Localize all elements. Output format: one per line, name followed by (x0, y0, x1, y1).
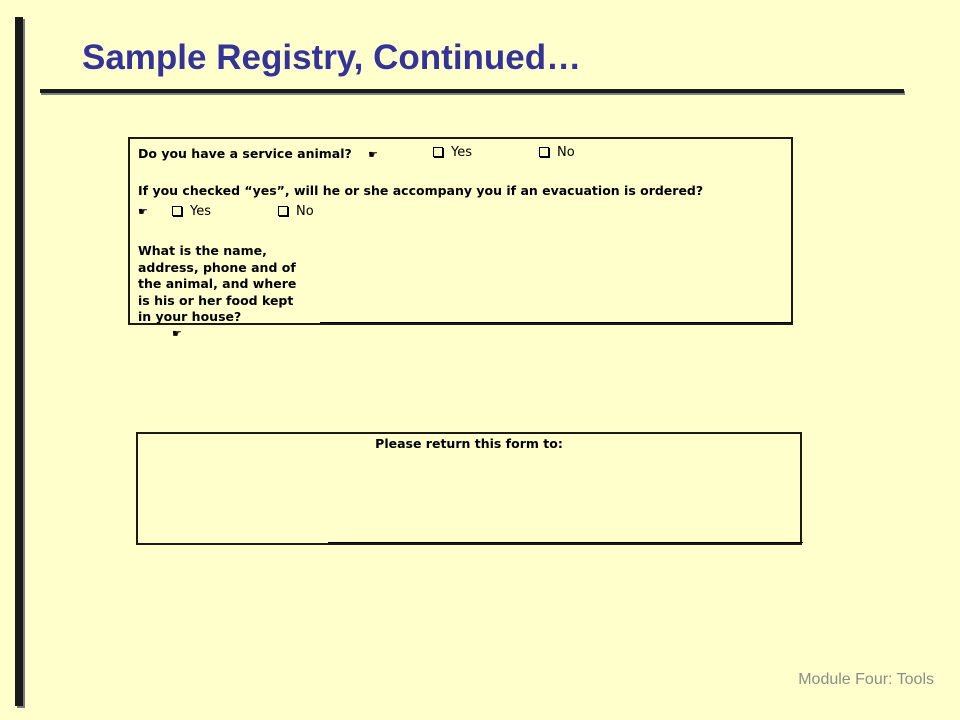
return-address-line[interactable] (328, 542, 803, 543)
accompany-yes-option[interactable] (172, 204, 211, 220)
service-animal-no-option[interactable] (539, 145, 575, 161)
animal-details-line: is his or her food kept (138, 292, 294, 308)
pointing-hand-icon: ☛ (172, 326, 182, 340)
pointing-hand-icon: ☛ (368, 148, 379, 161)
return-address-form (136, 432, 802, 545)
animal-details-line: the animal, and where (138, 276, 297, 291)
animal-details-question (138, 243, 318, 342)
animal-details-line: address, phone and of (138, 259, 296, 275)
animal-details-line: What is the name, (138, 243, 267, 258)
service-animal-form (128, 137, 793, 340)
service-animal-question-text: Do you have a service animal? (138, 146, 352, 161)
left-vertical-bar (15, 17, 23, 706)
animal-details-answer-line[interactable] (320, 322, 793, 323)
service-animal-question (138, 146, 378, 163)
slide-title: Sample Registry, Continued… (82, 38, 582, 77)
service-animal-yes-option[interactable] (433, 145, 472, 161)
yes-checkbox[interactable] (433, 147, 443, 157)
yes-checkbox[interactable] (172, 206, 182, 216)
return-form-label: Please return this form to: (375, 436, 563, 451)
animal-details-line (138, 309, 318, 342)
title-underline (40, 89, 904, 93)
no-checkbox[interactable] (278, 206, 288, 216)
no-label: No (557, 145, 575, 160)
accompany-question: If you checked “yes”, will he or she accompany you if an evacuation is ordered? (138, 183, 704, 198)
animal-details-last-line: in your house? (138, 309, 242, 324)
no-label: No (296, 204, 314, 219)
accompany-no-option[interactable] (278, 204, 314, 220)
pointing-hand-icon: ☛ (138, 205, 148, 218)
yes-label: Yes (451, 145, 472, 160)
yes-label: Yes (190, 204, 211, 219)
accompany-pointer-icon-wrap (138, 204, 148, 220)
no-checkbox[interactable] (539, 147, 549, 157)
slide-footer: Module Four: Tools (798, 671, 934, 688)
